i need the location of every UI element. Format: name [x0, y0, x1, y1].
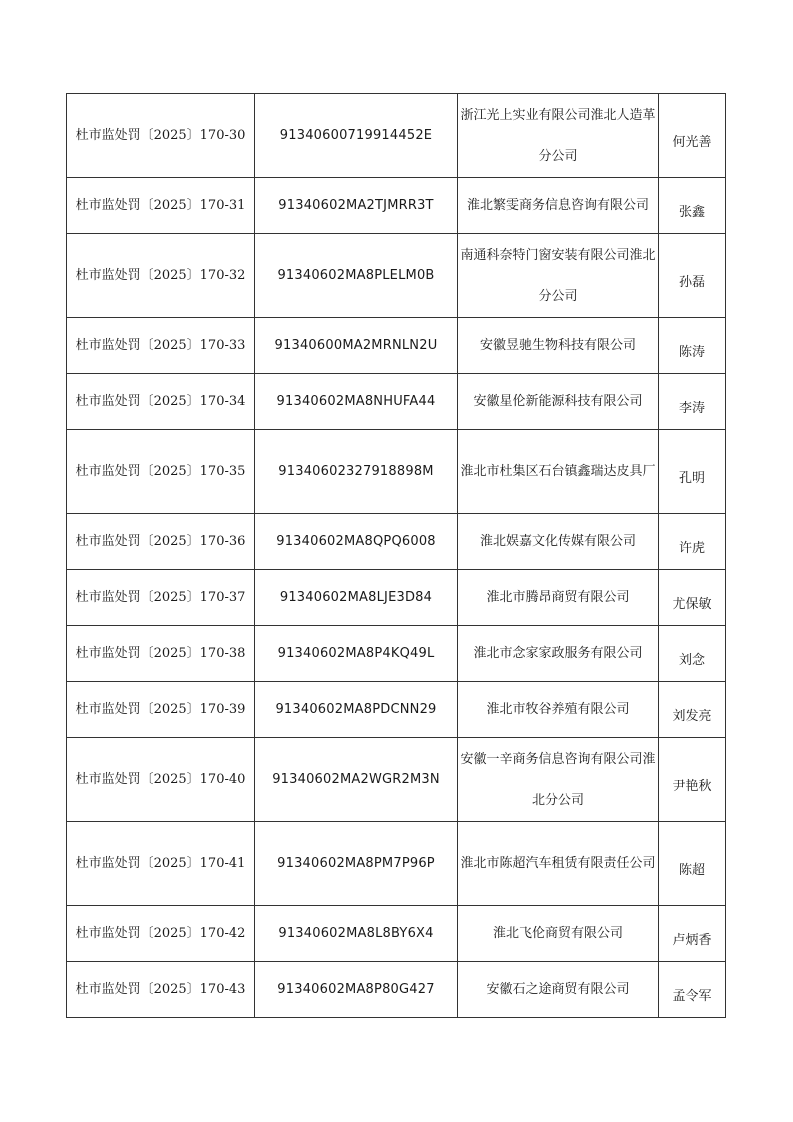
table-row [67, 822, 726, 906]
table-row [67, 514, 726, 570]
legal-representative: 李涛 [659, 374, 726, 430]
credit-code: 91340602327918898M [255, 430, 458, 514]
company-name: 安徽一辛商务信息咨询有限公司淮北分公司 [458, 738, 659, 822]
credit-code: 91340602MA2WGR2M3N [255, 738, 458, 822]
legal-representative: 刘发亮 [659, 682, 726, 738]
credit-code: 91340602MA8L8BY6X4 [255, 906, 458, 962]
table-row [67, 430, 726, 514]
company-name: 安徽星伦新能源科技有限公司 [458, 374, 659, 430]
legal-representative: 张鑫 [659, 178, 726, 234]
company-name: 淮北市腾昂商贸有限公司 [458, 570, 659, 626]
table-row [67, 318, 726, 374]
table-row [67, 962, 726, 1018]
legal-representative: 孙磊 [659, 234, 726, 318]
credit-code: 91340602MA8PM7P96P [255, 822, 458, 906]
company-name: 淮北繁雯商务信息咨询有限公司 [458, 178, 659, 234]
legal-representative: 何光善 [659, 94, 726, 178]
company-name: 淮北市杜集区石台镇鑫瑞达皮具厂 [458, 430, 659, 514]
company-name: 南通科奈特门窗安装有限公司淮北分公司 [458, 234, 659, 318]
table-row [67, 234, 726, 318]
legal-representative: 孔明 [659, 430, 726, 514]
credit-code: 91340602MA8NHUFA44 [255, 374, 458, 430]
penalty-document-number: 杜市监处罚〔2025〕170-33 [67, 318, 255, 374]
legal-representative: 孟令军 [659, 962, 726, 1018]
credit-code: 91340602MA8P4KQ49L [255, 626, 458, 682]
table-row [67, 682, 726, 738]
company-name: 安徽石之途商贸有限公司 [458, 962, 659, 1018]
company-name: 淮北市陈超汽车租赁有限责任公司 [458, 822, 659, 906]
penalty-records-table [66, 93, 726, 1018]
table-row [67, 94, 726, 178]
legal-representative: 许虎 [659, 514, 726, 570]
legal-representative: 卢炳香 [659, 906, 726, 962]
penalty-document-number: 杜市监处罚〔2025〕170-41 [67, 822, 255, 906]
penalty-document-number: 杜市监处罚〔2025〕170-39 [67, 682, 255, 738]
credit-code: 91340602MA8QPQ6008 [255, 514, 458, 570]
company-name: 淮北市念家家政服务有限公司 [458, 626, 659, 682]
table-row [67, 738, 726, 822]
penalty-document-number: 杜市监处罚〔2025〕170-31 [67, 178, 255, 234]
penalty-document-number: 杜市监处罚〔2025〕170-32 [67, 234, 255, 318]
credit-code: 91340600719914452E [255, 94, 458, 178]
credit-code: 91340600MA2MRNLN2U [255, 318, 458, 374]
company-name: 淮北飞伦商贸有限公司 [458, 906, 659, 962]
legal-representative: 尹艳秋 [659, 738, 726, 822]
legal-representative: 陈涛 [659, 318, 726, 374]
credit-code: 91340602MA8PLELM0B [255, 234, 458, 318]
penalty-document-number: 杜市监处罚〔2025〕170-43 [67, 962, 255, 1018]
credit-code: 91340602MA8P80G427 [255, 962, 458, 1018]
penalty-document-number: 杜市监处罚〔2025〕170-30 [67, 94, 255, 178]
table-row [67, 178, 726, 234]
penalty-document-number: 杜市监处罚〔2025〕170-34 [67, 374, 255, 430]
penalty-document-number: 杜市监处罚〔2025〕170-37 [67, 570, 255, 626]
penalty-document-number: 杜市监处罚〔2025〕170-38 [67, 626, 255, 682]
credit-code: 91340602MA2TJMRR3T [255, 178, 458, 234]
table-row [67, 906, 726, 962]
penalty-records-body [67, 94, 726, 1018]
legal-representative: 尤保敏 [659, 570, 726, 626]
credit-code: 91340602MA8PDCNN29 [255, 682, 458, 738]
credit-code: 91340602MA8LJE3D84 [255, 570, 458, 626]
company-name: 淮北市牧谷养殖有限公司 [458, 682, 659, 738]
penalty-document-number: 杜市监处罚〔2025〕170-40 [67, 738, 255, 822]
company-name: 安徽昱驰生物科技有限公司 [458, 318, 659, 374]
company-name: 浙江光上实业有限公司淮北人造革分公司 [458, 94, 659, 178]
table-row [67, 374, 726, 430]
penalty-document-number: 杜市监处罚〔2025〕170-42 [67, 906, 255, 962]
table-row [67, 570, 726, 626]
legal-representative: 陈超 [659, 822, 726, 906]
penalty-document-number: 杜市监处罚〔2025〕170-35 [67, 430, 255, 514]
legal-representative: 刘念 [659, 626, 726, 682]
penalty-document-number: 杜市监处罚〔2025〕170-36 [67, 514, 255, 570]
company-name: 淮北娱嘉文化传媒有限公司 [458, 514, 659, 570]
table-row [67, 626, 726, 682]
